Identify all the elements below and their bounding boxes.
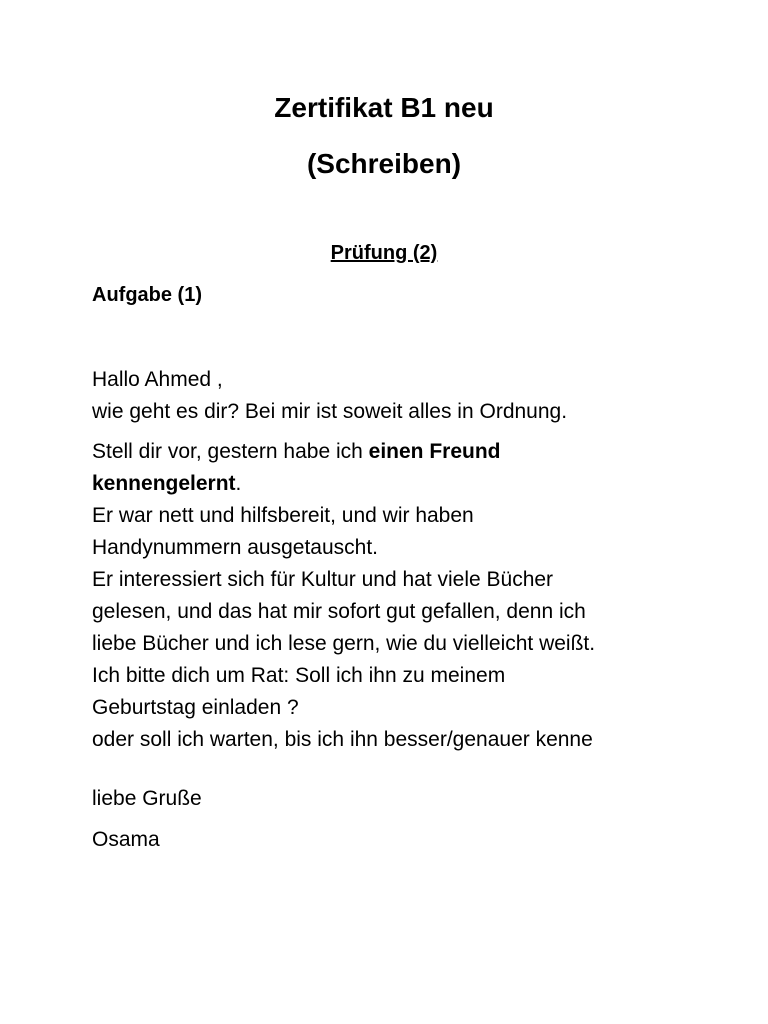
- letter-line: [92, 436, 732, 468]
- letter-line: Geburtstag einladen ?: [92, 696, 299, 719]
- letter-line: Ich bitte dich um Rat: Soll ich ihn zu meinem: [92, 664, 506, 687]
- letter-bold-text: kennengelernt: [92, 472, 236, 495]
- letter-line: gelesen, und das hat mir sofort gut gefallen, denn ich: [92, 600, 586, 623]
- letter-opening: wie geht es dir? Bei mir ist soweit alles in Ordnung.: [92, 400, 568, 423]
- document-title: Zertifikat B1 neu: [274, 92, 494, 123]
- letter-line: Handynummern ausgetauscht.: [92, 536, 378, 559]
- letter-text: Stell dir vor, gestern habe ich: [92, 440, 369, 463]
- letter-line: [92, 468, 732, 500]
- letter-body: [92, 436, 732, 756]
- document-subtitle: (Schreiben): [306, 148, 462, 179]
- letter-salutation: Hallo Ahmed ,: [92, 368, 223, 391]
- letter-line: liebe Bücher und ich lese gern, wie du vielleicht weißt.: [92, 632, 596, 655]
- letter-text: .: [235, 472, 242, 495]
- letter-bold-text: einen Freund: [368, 440, 501, 463]
- letter-line: Er interessiert sich für Kultur und hat viele Bücher: [92, 568, 554, 591]
- letter-greeting: [92, 364, 732, 428]
- letter-line: oder soll ich warten, bis ich ihn besser/genauer kenne: [92, 728, 593, 751]
- letter-closing: liebe Gruße: [92, 787, 202, 810]
- task-heading: Aufgabe (1): [92, 284, 202, 306]
- exam-heading: Prüfung (2): [330, 242, 438, 264]
- letter-signature: Osama: [92, 828, 160, 851]
- letter-line: Er war nett und hilfsbereit, und wir haben: [92, 504, 474, 527]
